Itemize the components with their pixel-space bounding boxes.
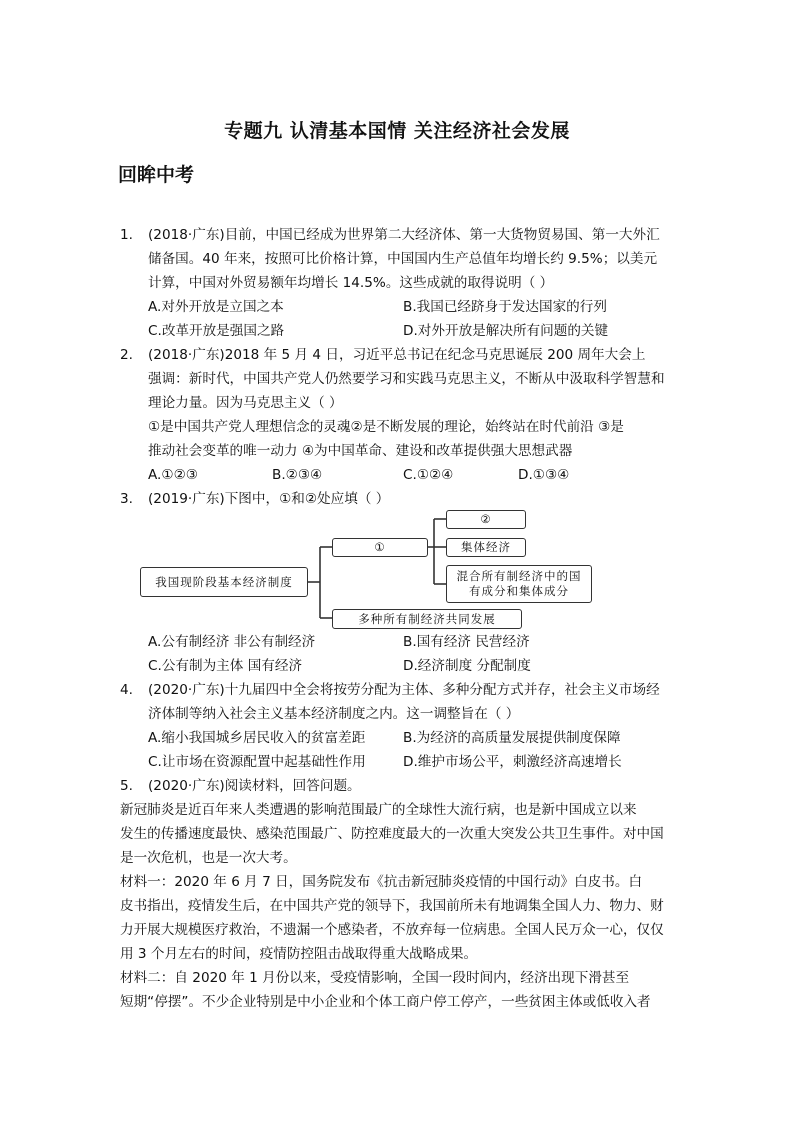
option-a[interactable]: A.缩小我国城乡居民收入的贫富差距 [148,730,366,746]
question-text-line: (2020·广东)阅读材料，回答问题。 [148,778,361,794]
material-line: 皮书指出，疫情发生后，在中国共产党的领导下，我国前所未有地调集全国人力、物力、财 [120,898,664,914]
question-text-line: ①是中国共产党人理想信念的灵魂②是不断发展的理论，始终站在时代前沿 ③是 [148,419,624,435]
diagram-blank-2: ② [446,510,526,529]
question-text-line: (2020·广东)十九届四中全会将按劳分配为主体、多种分配方式并存，社会主义市场经 [148,682,660,698]
diagram-mixed-ownership: 混合所有制经济中的国有成分和集体成分 [446,565,592,603]
option-c[interactable]: C.让市场在资源配置中起基础性作用 [148,754,366,770]
material-line: 力开展大规模医疗救治，不遗漏一个感染者，不放弃每一位病患。全国人民万众一心，仅仅 [120,922,664,938]
material-line: 材料一：2020 年 6 月 7 日，国务院发布《抗击新冠肺炎疫情的中国行动》白皮书。白 [120,874,643,890]
diagram-blank-1: ① [332,538,428,557]
question-text-line: 推动社会变革的唯一动力 ④为中国革命、建设和改革提供强大思想武器 [148,443,573,459]
question-number: 4. [120,682,133,698]
material-line: 用 3 个月左右的时间，疫情防控阻击战取得重大战略成果。 [120,946,478,962]
material-line: 新冠肺炎是近百年来人类遭遇的影响范围最广的全球性大流行病，也是新中国成立以来 [120,802,637,818]
question-text-line: 储备国。40 年来，按照可比价格计算，中国国内生产总值年均增长约 9.5%；以美元 [148,251,658,267]
option-d[interactable]: D.①③④ [518,467,570,483]
question-text-line: (2018·广东)目前，中国已经成为世界第二大经济体、第一大货物贸易国、第一大外汇 [148,227,660,243]
option-d[interactable]: D.维护市场公平，刺激经济高速增长 [403,754,622,770]
option-a[interactable]: A.①②③ [148,467,198,483]
option-b[interactable]: B.国有经济 民营经济 [403,634,530,650]
option-a[interactable]: A.公有制经济 非公有制经济 [148,634,316,650]
option-c[interactable]: C.改革开放是强国之路 [148,323,285,339]
question-text-line: 计算，中国对外贸易额年均增长 14.5%。这些成就的取得说明（ ） [148,275,554,291]
section-heading: 回眸中考 [118,164,195,186]
question-number: 1. [120,227,133,243]
page-title: 专题九 认清基本国情 关注经济社会发展 [224,120,570,142]
question-text-line: 理论力量。因为马克思主义（ ） [148,395,343,411]
diagram-collective-economy: 集体经济 [446,538,526,557]
diagram-root-node: 我国现阶段基本经济制度 [140,567,308,597]
option-b[interactable]: B.我国已经跻身于发达国家的行列 [403,299,607,315]
option-d[interactable]: D.经济制度 分配制度 [403,658,531,674]
option-d[interactable]: D.对外开放是解决所有问题的关键 [403,323,609,339]
option-c[interactable]: C.公有制为主体 国有经济 [148,658,303,674]
option-a[interactable]: A.对外开放是立国之本 [148,299,284,315]
question-text-line: 济体制等纳入社会主义基本经济制度之内。这一调整旨在（ ） [148,706,520,722]
question-number: 2. [120,347,133,363]
question-number: 5. [120,778,133,794]
diagram-multi-ownership: 多种所有制经济共同发展 [332,609,522,629]
material-line: 短期“停摆”。不少企业特别是中小企业和个体工商户停工停产，一些贫困主体或低收入者 [120,994,651,1010]
option-c[interactable]: C.①②④ [403,467,454,483]
option-b[interactable]: B.为经济的高质量发展提供制度保障 [403,730,621,746]
question-text-line: (2018·广东)2018 年 5 月 4 日，习近平总书记在纪念马克思诞辰 200 周年大会上 [148,347,646,363]
question-number: 3. [120,491,133,507]
option-b[interactable]: B.②③④ [272,467,323,483]
material-line: 材料二：自 2020 年 1 月份以来，受疫情影响，全国一段时间内，经济出现下滑甚至 [120,970,630,986]
question-text-line: 强调：新时代，中国共产党人仍然要学习和实践马克思主义，不断从中汲取科学智慧和 [148,371,665,387]
question-text-line: (2019·广东)下图中，①和②处应填（ ） [148,491,390,507]
material-line: 发生的传播速度最快、感染范围最广、防控难度最大的一次重大突发公共卫生事件。对中国 [120,826,664,842]
material-line: 是一次危机，也是一次大考。 [120,850,297,866]
